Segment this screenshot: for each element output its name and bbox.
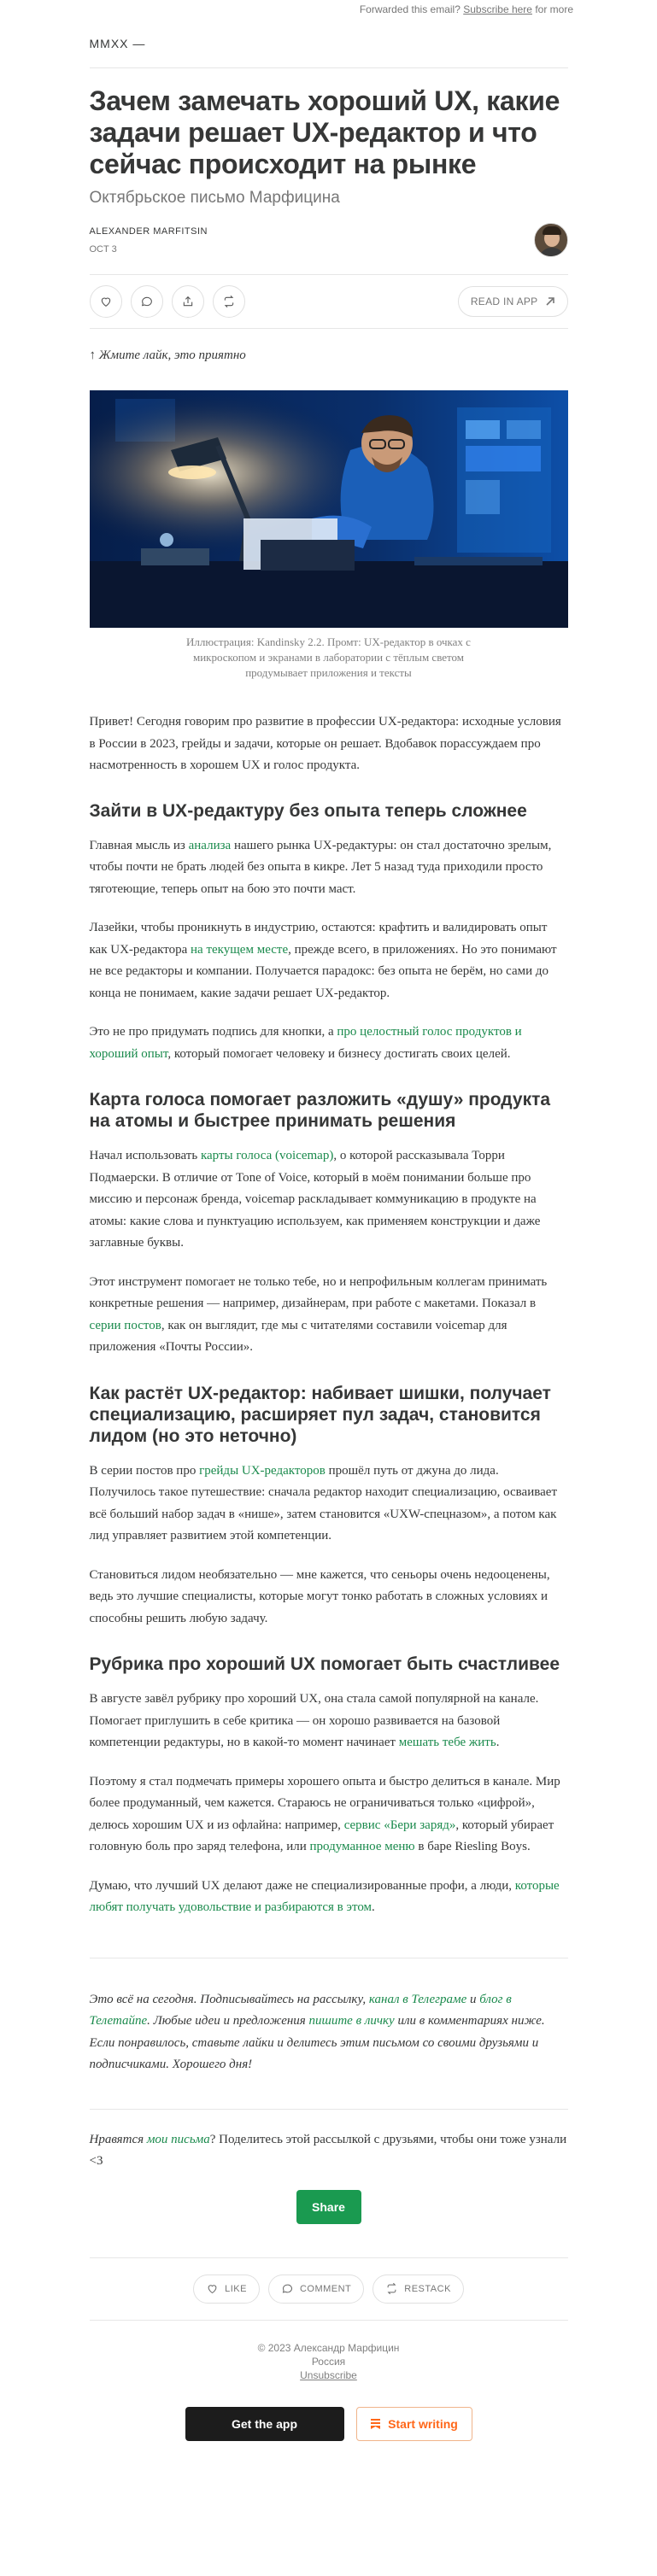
divider: [90, 2109, 568, 2110]
comment-icon: [281, 2282, 294, 2295]
section-heading: Как растёт UX-редактор: набивает шишки, получает специализацию, расширяет пул задач, становится лидом (но это неточно): [89, 1383, 551, 1446]
start-writing-label: Start writing: [388, 2416, 458, 2431]
post-subtitle: Октябрьское письмо Марфицина: [89, 189, 340, 207]
email-container: [90, 37, 568, 2441]
hero-illustration[interactable]: [90, 390, 568, 628]
intro-paragraph: Привет! Сегодня говорим про развитие в профессии UX-редактора: исходные условия в России в 2023, грейды и задачи, которые он решает. Вдобавок порассуждаем про насмотренность в хорошем UX и голос продукта.: [89, 715, 561, 772]
footer: [90, 2341, 568, 2382]
body-paragraph: Становиться лидом необязательно — мне кажется, что сеньоры очень недооценены, ведь это лучшие специалисты, которые могут тонко работать в сложных условиях и способны решить любую задачу.: [89, 1567, 550, 1625]
post-title[interactable]: Зачем замечать хороший UX, какие задачи решает UX-редактор и что сейчас происходит на рынке: [89, 85, 560, 179]
body-paragraph: Начал использовать карты голоса (voicemap), о которой рассказывала Торри Подмаерски. В отличие от Tone of Voice, который в моём понимании больше про миссию и персонаж бренда, voicemap раскладывает коммуникацию в продукте на атомы: какие слова и пунктуацию используем, как применяем конструкции и даже заглавные буквы.: [89, 1149, 541, 1250]
body-paragraph: Это не про придумать подпись для кнопки, а про целостный голос продуктов и хороший опыт, который помогает человеку и бизнесу достигать своих целей.: [89, 1025, 522, 1061]
like-label: LIKE: [225, 2283, 247, 2294]
subscribe-link[interactable]: Subscribe here: [463, 3, 532, 15]
my-letters-link[interactable]: мои письма: [146, 2132, 210, 2146]
charge-service-link[interactable]: сервис «Бери заряд»: [343, 1818, 456, 1832]
bottom-actions: [90, 2274, 568, 2304]
illustration-image: [90, 390, 568, 628]
author-avatar[interactable]: [534, 223, 568, 257]
enjoy-link[interactable]: которые любят получать удовольствие и разбираются в этом: [89, 1878, 560, 1914]
current-job-link[interactable]: на текущем месте: [191, 942, 289, 957]
body-paragraph: Лазейки, чтобы проникнуть в индустрию, остаются: крафтить и валидировать опыт как UX-редактора на текущем месте, прежде всего, в приложениях. Но это понимают не все редакторы и компании. Получается парадокс: без опыта не берём, но сами до конца не понимаем, какие задачи решает UX-редактор.: [89, 921, 557, 1000]
copyright: © 2023 Александр Марфицин: [257, 2341, 400, 2354]
read-in-app-button[interactable]: [458, 286, 568, 317]
posts-series-link[interactable]: серии постов: [89, 1318, 161, 1332]
byline: [90, 223, 568, 257]
restack-icon: [222, 295, 236, 308]
image-caption: Иллюстрация: Kandinsky 2.2. Промт: UX-редактор в очках с микроскопом и экранами в лаборатории с тёплым светом продумывает приложения и тексты: [186, 635, 471, 679]
restack-icon: [385, 2282, 398, 2295]
get-app-button[interactable]: Get the app: [185, 2407, 344, 2441]
read-in-app-label: READ IN APP: [470, 296, 538, 307]
section-heading: Рубрика про хороший UX помогает быть счастливее: [89, 1654, 560, 1674]
telegram-link[interactable]: канал в Телеграме: [368, 1992, 467, 2006]
critic-link[interactable]: мешать тебе жить: [398, 1736, 496, 1749]
bottom-like-button[interactable]: [193, 2274, 260, 2304]
body-paragraph: Главная мысль из анализа нашего рынка UX-редактуры: он стал достаточно зрелым, чтобы почти не брать людей без опыта в кикре. Лет 5 назад туда приходили просто тяготеющие, теперь опыт на бою это почти маст.: [89, 838, 552, 896]
body-paragraph: В серии постов про грейды UX-редакторов прошёл путь от джуна до лида. Получилось такое путешествие: сначала редактор находит специализацию, осваивает всё больший набор задач в «нише», затем становится «UXW-спецназом», а потом как лид управляет развитием этой компетенции.: [89, 1463, 557, 1543]
unsubscribe-link[interactable]: Unsubscribe: [300, 2368, 357, 2381]
publication-name[interactable]: MMXX —: [89, 37, 146, 50]
share-button[interactable]: [172, 285, 204, 318]
menu-link[interactable]: продуманное меню: [309, 1840, 415, 1853]
body-paragraph: Этот инструмент помогает не только тебе, но и непрофильным коллегам принимать конкретные решения — например, дизайнерам, при работе с макетами. Показал в серии постов, как он выглядит, где мы с читателями составили voicemap для приложения «Почты России».: [89, 1274, 548, 1354]
analysis-link[interactable]: анализа: [188, 838, 232, 852]
restack-button[interactable]: [213, 285, 245, 318]
post-body: [90, 711, 568, 1919]
outro-paragraph: Это всё на сегодня. Подписывайтесь на рассылку, канал в Телеграме и блог в Телетайпе. Любые идеи и предложения пишите в личку или в комментариях ниже. Если понравилось, ставьте лайки и делитесь этим письмом со своими друзьями и подписчиками. Хорошего дня!: [89, 1992, 545, 2071]
country: Россия: [311, 2355, 346, 2368]
author-name[interactable]: ALEXANDER MARFITSIN: [89, 225, 208, 237]
divider: [90, 67, 568, 68]
grades-link[interactable]: грейды UX-редакторов: [199, 1463, 326, 1478]
forwarded-text: Forwarded this email?: [359, 3, 460, 15]
bottom-comment-button[interactable]: [268, 2274, 364, 2304]
post-actions-bar: [90, 274, 568, 329]
share-cta-button[interactable]: Share: [296, 2190, 361, 2224]
like-button[interactable]: [90, 285, 122, 318]
heart-icon: [206, 2282, 219, 2295]
outro: [90, 1989, 568, 2076]
comment-label: COMMENT: [299, 2283, 352, 2294]
post-date: OCT 3: [89, 243, 117, 255]
divider: [90, 2320, 568, 2321]
start-writing-button[interactable]: [356, 2407, 472, 2441]
section-heading: Карта голоса помогает разложить «душу» продукта на атомы и быстрее принимать решения: [89, 1090, 551, 1131]
comment-icon: [140, 295, 154, 308]
section-heading: Зайти в UX-редактуру без опыта теперь сложнее: [89, 800, 527, 821]
share-icon: [181, 295, 195, 308]
forwarded-suffix: for more: [535, 3, 573, 15]
bottom-restack-button[interactable]: [372, 2274, 464, 2304]
divider: [90, 2257, 568, 2258]
body-paragraph: Думаю, что лучший UX делают даже не специализированные профи, а люди, которые любят получать удовольствие и разбираются в этом.: [89, 1878, 560, 1914]
restack-label: RESTACK: [404, 2283, 451, 2294]
product-voice-link[interactable]: про целостный голос продуктов и хороший опыт: [89, 1025, 522, 1061]
body-paragraph: Поэтому я стал подмечать примеры хорошего опыта и быстро делиться в канале. Мир более продуманный, чем кажется. Стараюсь не ограничиваться только «цифрой», делюсь хорошим UX и из офлайна: например, сервис «Бери заряд», который убирает головную боль про заряд телефона, или продуманное меню в баре Riesling Boys.: [89, 1774, 560, 1853]
dm-link[interactable]: пишите в личку: [308, 2014, 395, 2028]
body-paragraph: В августе завёл рубрику про хороший UX, она стала самой популярной на канале. Помогает приглушить в себе критика — он хорошо развивается на базовой компетенции редактуры, но в какой-то момент начинает мешать тебе жить.: [89, 1692, 539, 1749]
heart-icon: [99, 295, 113, 308]
app-buttons: [90, 2407, 568, 2441]
substack-logo-icon: [370, 2418, 381, 2429]
arrow-up-right-icon: [545, 296, 555, 307]
share-prompt: Нравятся мои письма? Поделитесь этой рассылкой с друзьями, чтобы они тоже узнали <3: [89, 2132, 567, 2168]
teletype-link[interactable]: блог в Телетайпе: [89, 1992, 512, 2028]
comment-button[interactable]: [131, 285, 163, 318]
forwarded-note: [0, 0, 657, 19]
voicemap-link[interactable]: карты голоса (voicemap): [200, 1149, 334, 1162]
like-note: ↑ Жмите лайк, это приятно: [89, 348, 246, 362]
